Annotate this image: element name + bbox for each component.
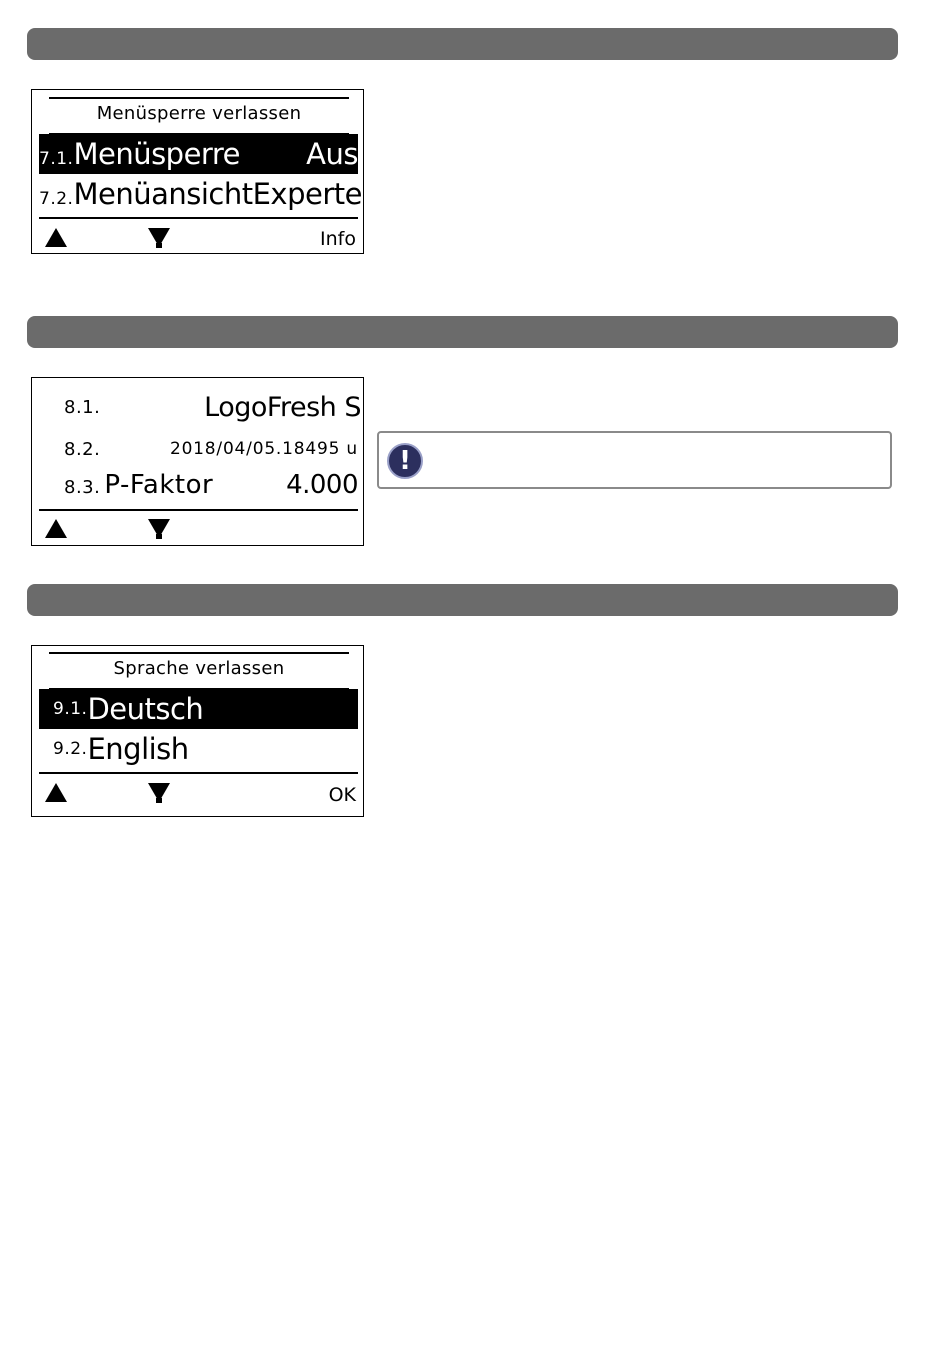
panel-title: Menüsperre verlassen	[49, 97, 349, 135]
row-label: Menüsperre	[73, 137, 240, 171]
row-value: Experte	[252, 177, 362, 211]
menu-row-english[interactable]	[39, 729, 358, 769]
menu-row-menu-lock[interactable]	[39, 134, 358, 174]
menu-row-menu-view[interactable]	[39, 174, 362, 214]
ok-softkey[interactable]: OK	[328, 784, 356, 806]
row-label: Deutsch	[87, 692, 204, 726]
arrow-down-icon[interactable]	[148, 519, 170, 538]
row-number: 8.2.	[64, 438, 101, 460]
row-number: 9.1.	[53, 699, 88, 719]
menu-row-german[interactable]	[39, 689, 358, 729]
softkey-bar	[39, 772, 358, 808]
info-row-p-factor	[64, 465, 358, 505]
row-label: P-Faktor	[104, 470, 214, 500]
info-row-device	[64, 387, 361, 427]
section-header-bar	[27, 28, 898, 60]
row-label: Menüansicht	[73, 177, 253, 211]
display-panel-language	[31, 645, 364, 817]
arrow-down-icon[interactable]	[148, 228, 170, 247]
section-header-bar	[27, 584, 898, 616]
display-panel-menu-lock	[31, 89, 364, 254]
row-number: 8.3.	[64, 477, 101, 498]
row-number: 7.2.	[39, 189, 74, 209]
row-value: LogoFresh S	[204, 391, 361, 423]
row-value: Aus	[306, 137, 358, 171]
row-number: 9.2.	[53, 739, 88, 759]
info-softkey[interactable]: Info	[320, 228, 356, 250]
info-row-version	[64, 429, 358, 469]
softkey-bar	[39, 217, 358, 253]
row-value: 4.000	[286, 470, 358, 500]
row-number: 8.1.	[64, 396, 101, 418]
panel-title: Sprache verlassen	[49, 652, 349, 690]
section-header-bar	[27, 316, 898, 348]
attention-note-box	[377, 431, 892, 489]
exclamation-icon: !	[387, 443, 423, 479]
arrow-up-icon[interactable]	[45, 519, 67, 538]
arrow-up-icon[interactable]	[45, 228, 67, 247]
row-label: English	[87, 732, 189, 766]
row-number: 7.1.	[39, 149, 74, 169]
arrow-down-icon[interactable]	[148, 783, 170, 802]
softkey-bar	[39, 509, 358, 545]
display-panel-info	[31, 377, 364, 546]
row-value: 2018/04/05.18495 u	[169, 439, 358, 459]
arrow-up-icon[interactable]	[45, 783, 67, 802]
